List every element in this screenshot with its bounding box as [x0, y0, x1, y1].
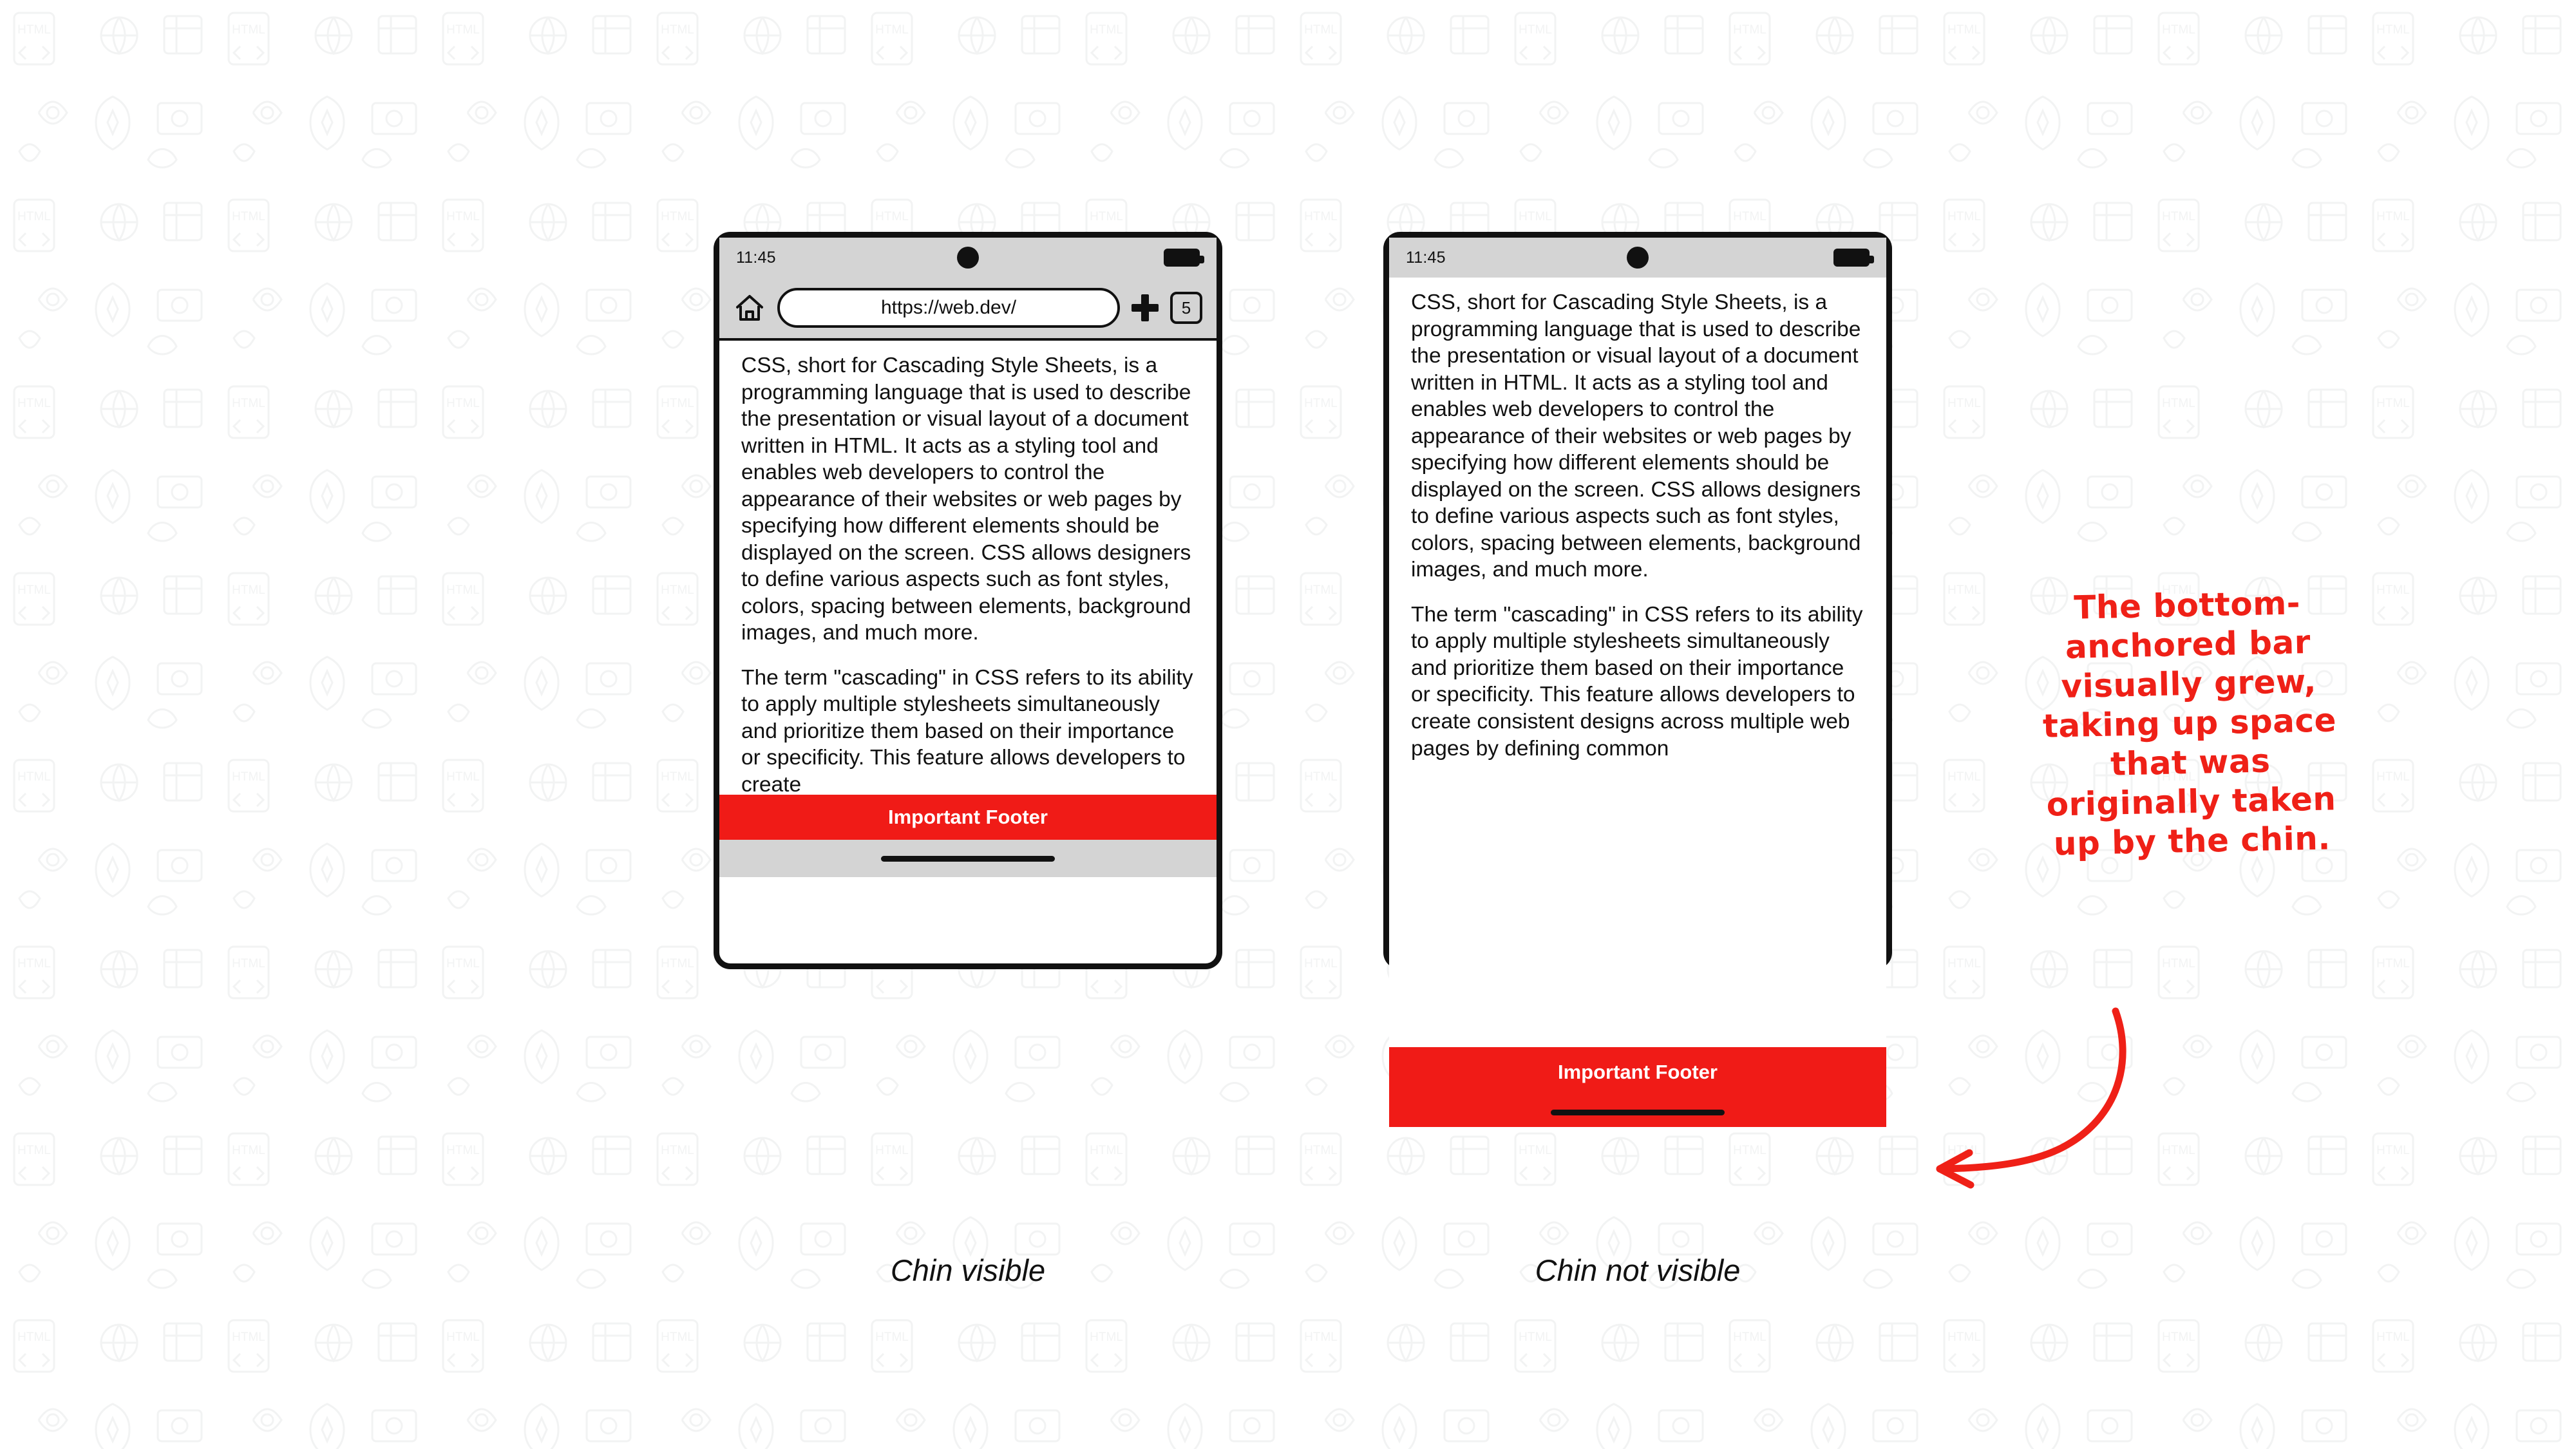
gesture-bar[interactable]: [881, 856, 1055, 862]
paragraph: The term "cascading" in CSS refers to its ability to apply multiple stylesheets simultaneously and prioritize them based on their importance or specificity. This feature allows developers to create: [741, 665, 1193, 797]
annotation-line: taking up space: [2042, 701, 2337, 745]
battery-icon: [1164, 249, 1200, 267]
paragraph: The term "cascading" in CSS refers to its ability to apply multiple stylesheets simultaneously and prioritize them based on their importance or specificity. This feature allows developers to create consistent designs across multiple web pages by defining common: [1411, 602, 1863, 761]
gesture-area-over-footer: [1389, 1097, 1886, 1127]
status-bar: [719, 238, 1217, 278]
url-text: https://web.dev/: [880, 297, 1017, 318]
status-time: 11:45: [1406, 248, 1446, 267]
annotation-line: that was: [2110, 742, 2271, 783]
camera-dot-icon: [957, 247, 979, 269]
paragraph: CSS, short for Cascading Style Sheets, is a programming language that is used to describe the presentation or visual layout of a document written in HTML. It acts as a styling tool and enables web developers to control the appearance of their websites or web pages by specifying how different elements should be displayed on the screen. CSS allows designers to define various aspects such as font styles, colors, spacing between elements, background images, and much more.: [741, 354, 1191, 645]
caption-chin-visible: Chin visible: [890, 1253, 1046, 1287]
annotation-line: The bottom-: [2073, 584, 2301, 627]
camera-dot-icon: [1627, 247, 1649, 269]
annotation-line: up by the chin.: [2053, 819, 2331, 863]
phone-chin-not-visible: [1383, 232, 1892, 1083]
status-time: 11:45: [736, 248, 776, 267]
annotation-text: [1987, 582, 2392, 866]
phone-chin-visible: [714, 232, 1222, 969]
device-chin: [719, 840, 1217, 877]
browser-toolbar: [719, 278, 1217, 341]
annotation-line: anchored bar: [2065, 623, 2311, 667]
tab-count-button[interactable]: 5: [1170, 292, 1202, 324]
status-bar: [1389, 238, 1886, 278]
important-footer-bar: Important Footer: [719, 795, 1217, 840]
annotation-line: originally taken: [2046, 780, 2336, 824]
page-content: [719, 341, 1217, 795]
gesture-bar[interactable]: [1551, 1110, 1725, 1115]
curved-arrow-icon: [1893, 998, 2164, 1204]
page-content: [1389, 278, 1886, 1047]
plus-icon[interactable]: [1132, 294, 1159, 321]
home-icon[interactable]: [734, 292, 766, 324]
annotation-line: visually grew,: [2060, 662, 2317, 706]
important-footer-bar: Important Footer: [1389, 1047, 1886, 1097]
battery-icon: [1833, 249, 1870, 267]
url-bar[interactable]: [777, 288, 1120, 328]
paragraph: CSS, short for Cascading Style Sheets, is a programming language that is used to describe the presentation or visual layout of a document written in HTML. It acts as a styling tool and enables web developers to control the appearance of their websites or web pages by specifying how different elements should be displayed on the screen. CSS allows designers to define various aspects such as font styles, colors, spacing between elements, background images, and much more.: [1411, 290, 1861, 582]
caption-chin-not-visible: Chin not visible: [1535, 1253, 1741, 1287]
